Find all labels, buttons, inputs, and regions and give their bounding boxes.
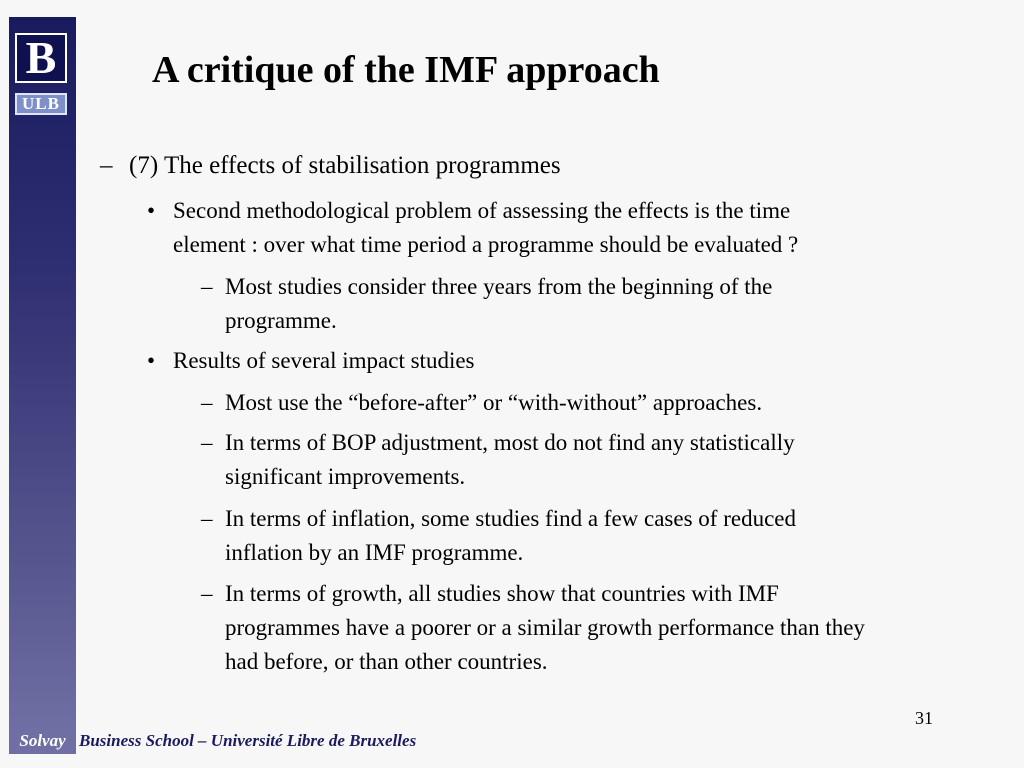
bullet1-sub1-line2: programme.: [225, 308, 337, 333]
bullet2-sub4-marker: –: [201, 581, 213, 606]
solvay-b-logo: B: [15, 33, 67, 83]
bullet1-marker: •: [147, 198, 156, 223]
page-number: 31: [915, 708, 933, 728]
footer-solvay-label: Solvay: [9, 727, 76, 754]
bullet1-line1: Second methodological problem of assessing the effects is the time: [173, 198, 791, 223]
bullet2-sub1-line1: Most use the “before-after” or “with-without” approaches.: [225, 390, 763, 415]
bullet1-sub1-line1: Most studies consider three years from the beginning of the: [225, 274, 773, 299]
bullet2-text: Results of several impact studies: [173, 348, 475, 373]
bullet2-sub4-line3: had before, or than other countries.: [225, 649, 548, 674]
footer: [0, 727, 1024, 755]
ulb-logo: ULB: [15, 93, 67, 115]
bullet2-sub3-marker: –: [201, 506, 213, 531]
bullet1-sub1-marker: –: [201, 274, 213, 299]
bullet2-sub2-line1: In terms of BOP adjustment, most do not find any statistically: [225, 430, 795, 455]
level1-text: (7) The effects of stabilisation programmes: [129, 152, 561, 179]
bullet2-sub3-line2: inflation by an IMF programme.: [225, 540, 524, 565]
bullet2-sub3-line1: In terms of inflation, some studies find a few cases of reduced: [225, 506, 796, 531]
footer-school-name: Business School – Université Libre de Bruxelles: [79, 731, 417, 750]
slide-title: A critique of the IMF approach: [152, 49, 660, 91]
bullet2-marker: •: [147, 348, 156, 373]
bullet2-sub2-line2: significant improvements.: [225, 464, 466, 489]
bullet1-line2: element : over what time period a programme should be evaluated ?: [173, 232, 799, 257]
left-sidebar-bar: [9, 17, 76, 731]
level1-dash-marker: –: [100, 152, 113, 179]
bullet2-sub2-marker: –: [201, 430, 213, 455]
bullet2-sub1-marker: –: [201, 390, 213, 415]
bullet2-sub4-line1: In terms of growth, all studies show that countries with IMF: [225, 581, 779, 606]
bullet2-sub4-line2: programmes have a poorer or a similar growth performance than they: [225, 615, 865, 640]
